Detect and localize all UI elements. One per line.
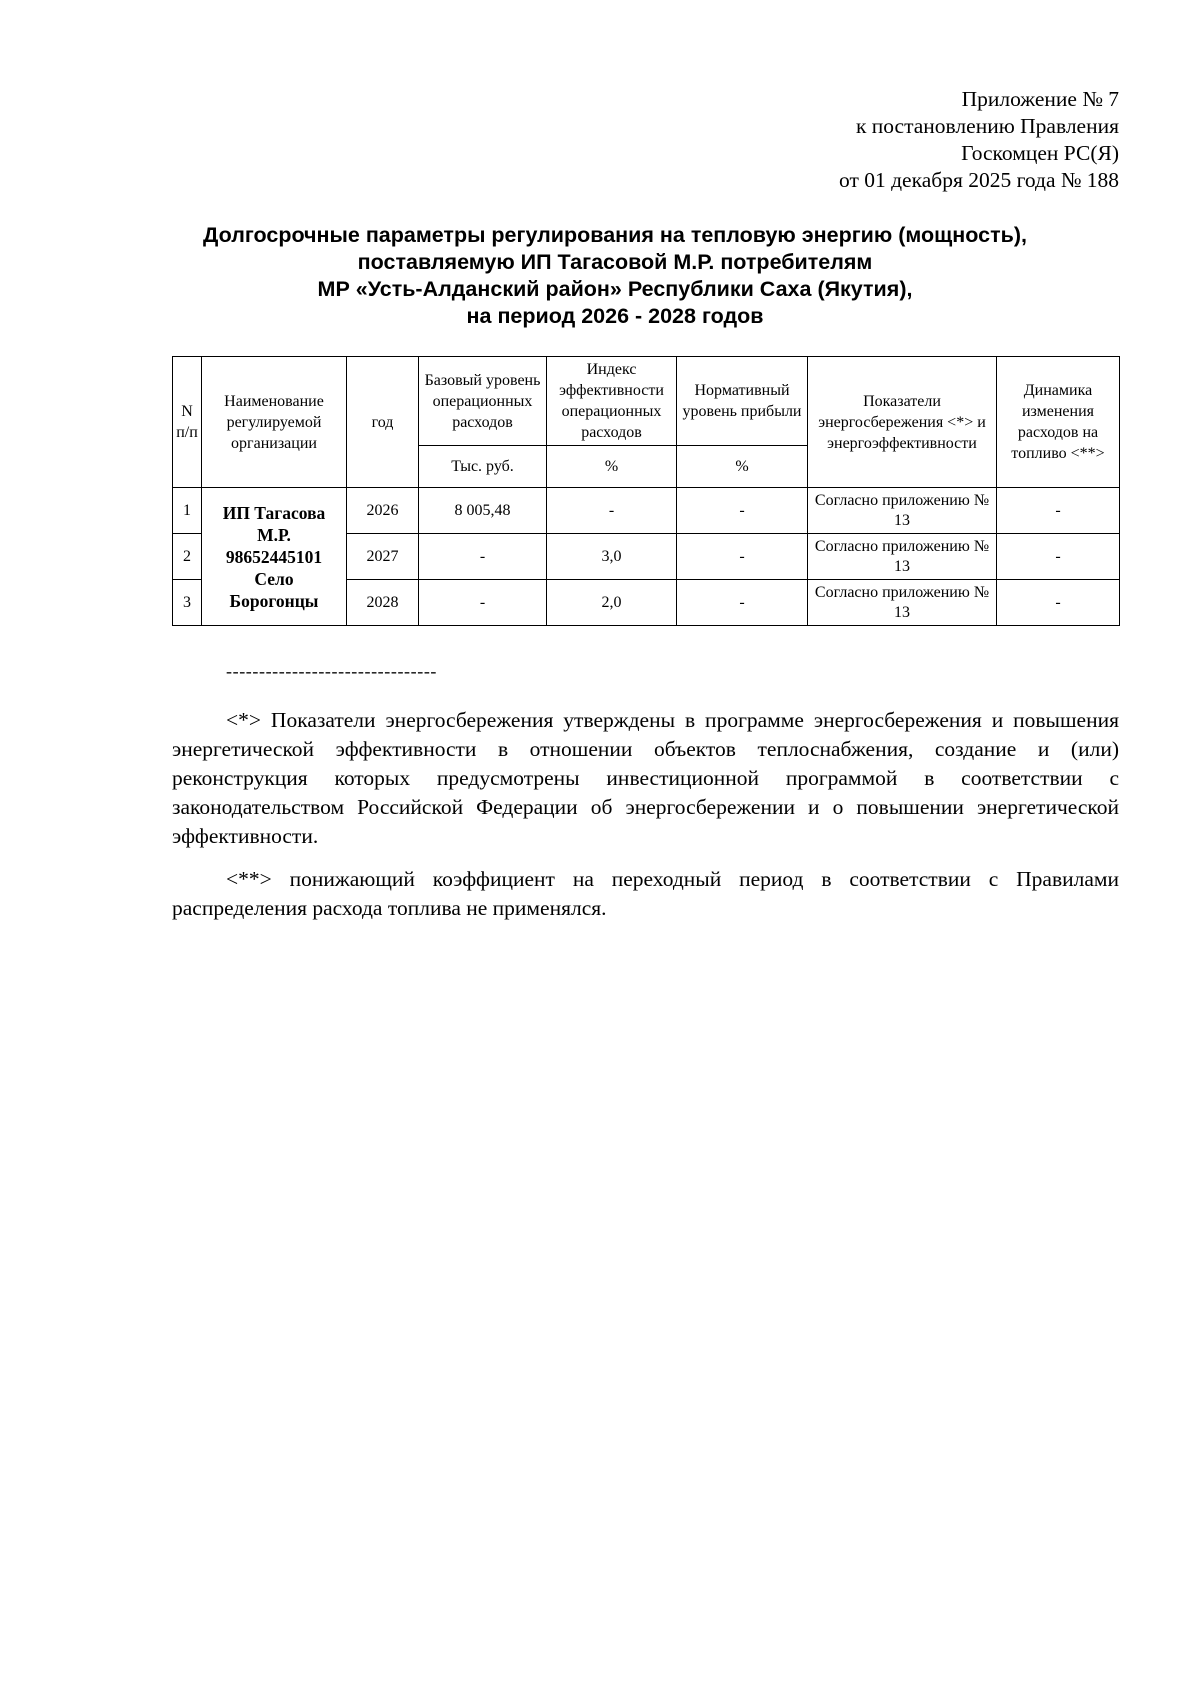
unit-base-opex: Тыс. руб.: [419, 446, 547, 488]
appendix-header: [839, 86, 1119, 194]
org-id: 98652445101: [225, 546, 323, 567]
table-header-row: [173, 357, 1120, 446]
cell-year: 2027: [347, 534, 419, 580]
org-settlement-name: Борогонцы: [229, 590, 319, 611]
cell-energy-saving: Согласно приложению № 13: [808, 580, 997, 626]
org-initials: М.Р.: [257, 524, 291, 545]
header-energy-saving: Показатели энергосбережения <*> и энергоэффективности: [808, 357, 997, 488]
cell-profit-level: -: [677, 488, 808, 534]
footnotes: [172, 706, 1119, 937]
org-settlement-type: Село: [254, 568, 294, 589]
cell-year: 2026: [347, 488, 419, 534]
title-line-1: Долгосрочные параметры регулирования на тепловую энергию (мощность),: [203, 223, 1027, 247]
appendix-number: Приложение № 7: [961, 87, 1119, 111]
footnote-energy-saving: <*> Показатели энергосбережения утверждены в программе энергосбережения и повышения энергетической эффективности в отношении объектов теплоснабжения, создание и (или) реконструкция которых предусмотрены инвестиционной программой в соответствии с законодательством Российской Федерации об энергосбережении и о повышении энергетической эффективности.: [172, 708, 1119, 848]
header-efficiency-index: Индекс эффективности операционных расходов: [547, 357, 677, 446]
cell-fuel-dynamics: -: [997, 488, 1120, 534]
footnote-separator: --------------------------------: [226, 661, 438, 681]
parameters-table: [172, 356, 1120, 626]
cell-num: 2: [173, 534, 202, 580]
footnote-fuel: <**> понижающий коэффициент на переходный период в соответствии с Правилами распределения расхода топлива не применялся.: [172, 867, 1119, 920]
cell-profit-level: -: [677, 534, 808, 580]
title-line-3: МР «Усть-Алданский район» Республики Саха (Якутия),: [317, 277, 913, 301]
cell-efficiency-index: -: [547, 488, 677, 534]
org-name: ИП Тагасова: [222, 502, 326, 523]
cell-base-opex: -: [419, 580, 547, 626]
header-org: Наименование регулируемой организации: [202, 357, 347, 488]
cell-num: 1: [173, 488, 202, 534]
document-title: [120, 222, 1110, 330]
header-profit-level: Нормативный уровень прибыли: [677, 357, 808, 446]
cell-organization: [202, 488, 347, 626]
unit-efficiency-index: %: [547, 446, 677, 488]
cell-efficiency-index: 2,0: [547, 580, 677, 626]
header-year: год: [347, 357, 419, 488]
header-num: N п/п: [173, 357, 202, 488]
cell-profit-level: -: [677, 580, 808, 626]
appendix-authority: Госкомцен РС(Я): [961, 141, 1119, 165]
cell-fuel-dynamics: -: [997, 580, 1120, 626]
header-base-opex: Базовый уровень операционных расходов: [419, 357, 547, 446]
cell-num: 3: [173, 580, 202, 626]
cell-year: 2028: [347, 580, 419, 626]
unit-profit-level: %: [677, 446, 808, 488]
cell-base-opex: -: [419, 534, 547, 580]
cell-base-opex: 8 005,48: [419, 488, 547, 534]
title-line-2: поставляемую ИП Тагасовой М.Р. потребителям: [357, 250, 873, 274]
cell-fuel-dynamics: -: [997, 534, 1120, 580]
table-row: [173, 488, 1120, 534]
cell-efficiency-index: 3,0: [547, 534, 677, 580]
cell-energy-saving: Согласно приложению № 13: [808, 534, 997, 580]
appendix-resolution: к постановлению Правления: [855, 114, 1119, 138]
title-line-4: на период 2026 - 2028 годов: [466, 304, 764, 328]
cell-energy-saving: Согласно приложению № 13: [808, 488, 997, 534]
appendix-date: от 01 декабря 2025 года № 188: [839, 168, 1119, 192]
header-fuel-dynamics: Динамика изменения расходов на топливо <**>: [997, 357, 1120, 488]
